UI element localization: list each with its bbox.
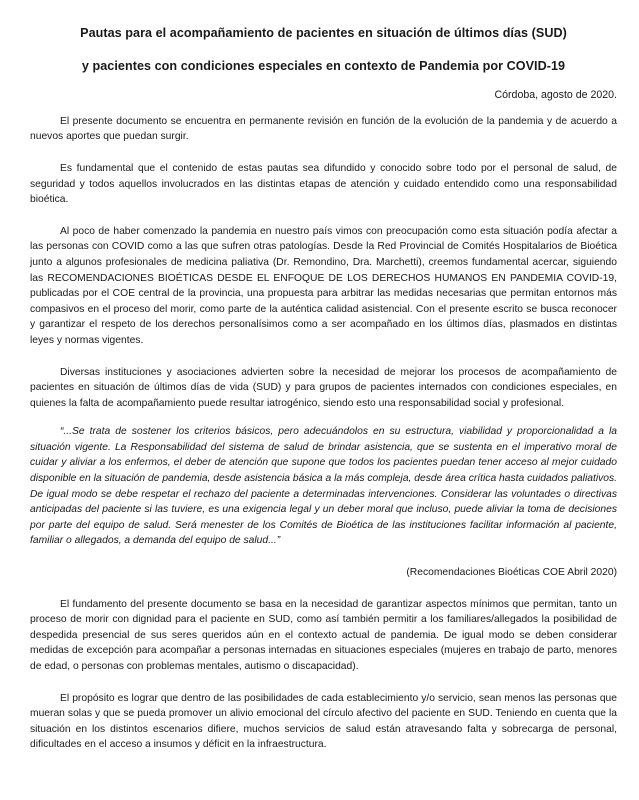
paragraph-background: Al poco de haber comenzado la pandemia en nuestro país vimos con preocupación como esta situación podía afectar a las personas con COVID como a las que sufren otras patologías. Desde la Red Provincial de Comités Hospitalarios de Bioética junto a algunos profesionales de medicina paliativa (Dr. Remondino, Dra. Marchetti), creemos fundamental acercar, siguiendo las RECOMENDACIONES BIOÉTICAS DESDE EL ENFOQUE DE LOS DERECHOS HUMANOS EN PANDEMIA COVID-19, publicadas por el COE central de la provincia, una propuesta para arbitrar las medidas necesarias que permitan entornos más compasivos en el proceso del morir, como parte de la auténtica calidad asistencial. Con el presente escrito se busca reconocer y garantizar el respeto de los derechos personalísimos como a ser acompañado en los últimos días, plasmados en distintas leyes y normas vigentes. (30, 225, 617, 346)
paragraph-dissemination: Es fundamental que el contenido de estas pautas sea difundido y conocido sobre todo por el personal de salud, de seguridad y todos aquellos involucrados en las distintas etapas de atención y cuidado entendido como una responsabilidad bioética. (30, 162, 617, 206)
paragraph-foundation: El fundamento del presente documento se basa en la necesidad de garantizar aspectos mínimos que permitan, tanto un proceso de morir con dignidad para el paciente en SUD, como así también permitir a los familiares/allegados la posibilidad de despedida presencial de sus seres queridos aún en el contexto actual de pandemia. De igual modo se deben considerar medidas de excepción para acompañar a personas internadas en situaciones especiales (mujeres en trabajo de parto, menores de edad, o personas con problemas mentales, autismo o discapacidad). (30, 598, 617, 672)
paragraph-revision-notice: El presente documento se encuentra en permanente revisión en función de la evolución de la pandemia y de acuerdo a nuevos aportes que puedan surgir. (30, 115, 617, 143)
quote-source: (Recomendaciones Bioéticas COE Abril 2020) (406, 567, 617, 579)
paragraph-institutions: Diversas instituciones y asociaciones advierten sobre la necesidad de mejorar los procesos de acompañamiento de pacientes en situación de últimos días de vida (SUD) y para grupos de pacientes internados con condiciones especiales, en quienes la falta de acompañamiento puede resultar iatrogénico, siendo esto una responsabilidad social y profesional. (30, 366, 617, 409)
quoted-recommendation: “...Se trata de sostener los criterios básicos, pero adecuándolos en su estructura, viabilidad y proporcionalidad a la situación vigente. La Responsabilidad del sistema de salud de brindar asistencia, que se sustenta en el imperativo moral de cuidar y aliviar a los enfermos, el deber de atención que supone que todos los pacientes puedan tener acceso al mejor cuidado disponible en la situación de pandemia, desde asistencia básica a la más compleja, desde área crítica hasta cuidados paliativos. De igual modo se debe respetar el rechazo del paciente a determinadas intervenciones. Considerar las voluntades o directivas anticipadas del paciente si las tuviere, es una exigencia legal y un deber moral que incluso, puede aliviar la toma de decisiones por parte del equipo de salud. Será menester de los Comités de Bioética de las instituciones facilitar información al paciente, familiar o allegados, a demanda del equipo de salud...” (30, 426, 617, 547)
document-date: Córdoba, agosto de 2020. (494, 89, 617, 102)
document-title-line-1: Pautas para el acompañamiento de pacientes en situación de últimos días (SUD) (80, 26, 567, 40)
document-title-line-2: y pacientes con condiciones especiales en contexto de Pandemia por COVID-19 (81, 58, 566, 73)
paragraph-purpose: El propósito es lograr que dentro de las posibilidades de cada establecimiento y/o servicio, sean menos las personas que mueran solas y que se pueda promover un alivio emocional del círculo afectivo del paciente en SUD. Teniendo en cuenta que la situación en los distintos escenarios difiere, muchos servicios de salud están atravesando falta y sobrecarga de personal, dificultades en el acceso a insumos y déficit en la infraestructura. (30, 692, 617, 751)
